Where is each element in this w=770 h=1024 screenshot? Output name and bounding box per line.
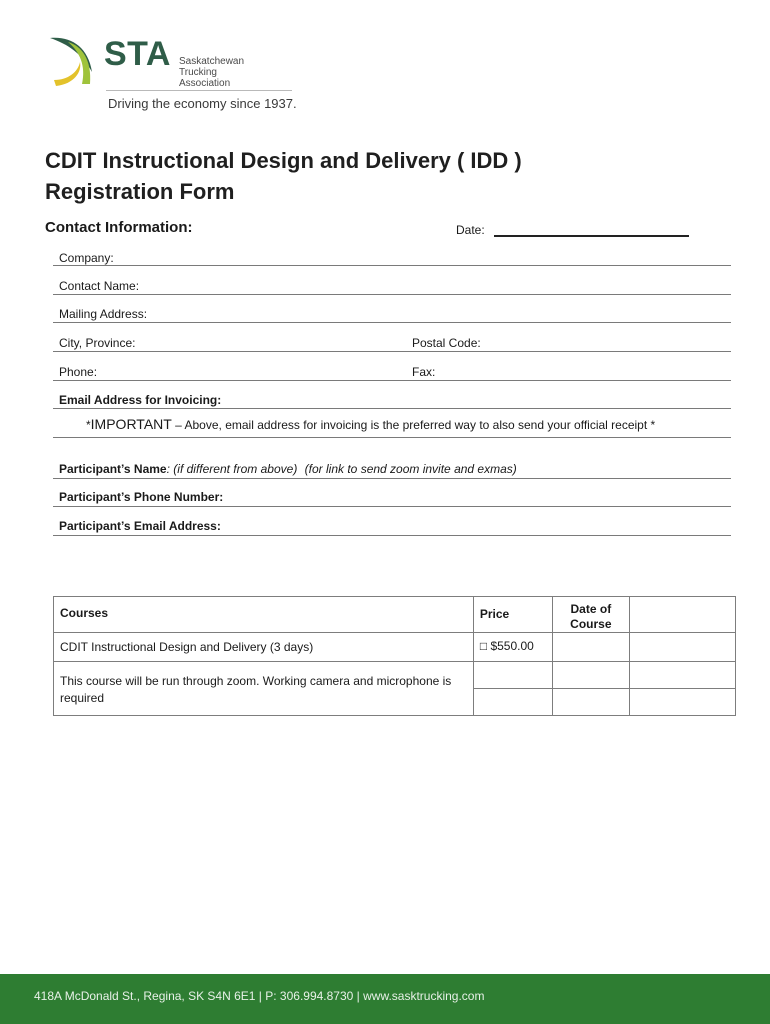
table-header-row bbox=[54, 597, 736, 633]
postal-code-label: Postal Code: bbox=[412, 336, 481, 350]
price-value: $550.00 bbox=[490, 639, 534, 653]
course-note-cell: This course will be run through zoom. Working camera and microphone is required bbox=[54, 662, 474, 716]
empty-cell[interactable] bbox=[629, 662, 735, 689]
courses-header: Courses bbox=[54, 597, 474, 633]
date-cell[interactable] bbox=[553, 633, 629, 662]
company-label: Company: bbox=[59, 251, 114, 265]
mailing-address-label: Mailing Address: bbox=[59, 307, 148, 321]
date-label: Date: bbox=[456, 223, 485, 237]
fax-label: Fax: bbox=[412, 365, 436, 379]
phone-label: Phone: bbox=[59, 365, 98, 379]
notice-divider bbox=[53, 437, 731, 438]
page-title: CDIT Instructional Design and Delivery ( IDD ) Registration Form bbox=[45, 148, 522, 204]
participant-phone-label: Participant’s Phone Number: bbox=[59, 490, 224, 504]
participant-email-label: Participant’s Email Address: bbox=[59, 519, 221, 533]
logo-divider bbox=[106, 90, 292, 91]
price-header: Price bbox=[473, 597, 552, 633]
participant-email-field[interactable] bbox=[53, 535, 731, 536]
swoosh-icon bbox=[48, 32, 104, 88]
footer-bar bbox=[0, 974, 770, 1024]
empty-cell[interactable] bbox=[473, 662, 552, 689]
course-checkbox[interactable]: □ bbox=[479, 639, 488, 653]
empty-cell[interactable] bbox=[629, 689, 735, 716]
table-row bbox=[54, 633, 736, 662]
contact-name-label: Contact Name: bbox=[59, 279, 140, 293]
contact-info-heading: Contact Information: bbox=[45, 219, 193, 236]
sta-logo bbox=[48, 32, 298, 117]
participant-name-label: Participant’s Name: (if different from above) (for link to send zoom invite and exmas) bbox=[59, 462, 517, 476]
email-invoicing-field[interactable] bbox=[53, 408, 731, 409]
courses-table bbox=[53, 596, 736, 716]
important-notice: *IMPORTANT – Above, email address for invoicing is the preferred way to also send your official receipt * bbox=[86, 416, 656, 432]
date-header: Date of Course bbox=[553, 597, 629, 633]
contact-name-field[interactable] bbox=[53, 294, 731, 295]
participant-phone-field[interactable] bbox=[53, 506, 731, 507]
email-invoicing-label: Email Address for Invoicing: bbox=[59, 393, 222, 407]
course-name-cell: CDIT Instructional Design and Delivery (3 days) bbox=[54, 633, 474, 662]
price-cell bbox=[473, 633, 552, 662]
phone-fax-field[interactable] bbox=[53, 380, 731, 381]
date-field[interactable] bbox=[494, 235, 689, 237]
extra-cell[interactable] bbox=[629, 633, 735, 662]
empty-header-cell bbox=[629, 597, 735, 633]
logo-subtitle: Saskatchewan Trucking Association bbox=[179, 56, 245, 89]
logo-letters: STA bbox=[104, 35, 171, 73]
footer-address: 418A McDonald St., Regina, SK S4N 6E1 | P: 306.994.8730 | www.sasktrucking.com bbox=[34, 989, 485, 1003]
city-province-label: City, Province: bbox=[59, 336, 136, 350]
participant-name-field[interactable] bbox=[53, 478, 731, 479]
mailing-address-field[interactable] bbox=[53, 322, 731, 323]
table-row bbox=[54, 662, 736, 689]
empty-cell[interactable] bbox=[473, 689, 552, 716]
city-postal-field[interactable] bbox=[53, 351, 731, 352]
empty-cell[interactable] bbox=[553, 662, 629, 689]
logo-tagline: Driving the economy since 1937. bbox=[108, 96, 297, 111]
company-field[interactable] bbox=[53, 265, 731, 266]
empty-cell[interactable] bbox=[553, 689, 629, 716]
